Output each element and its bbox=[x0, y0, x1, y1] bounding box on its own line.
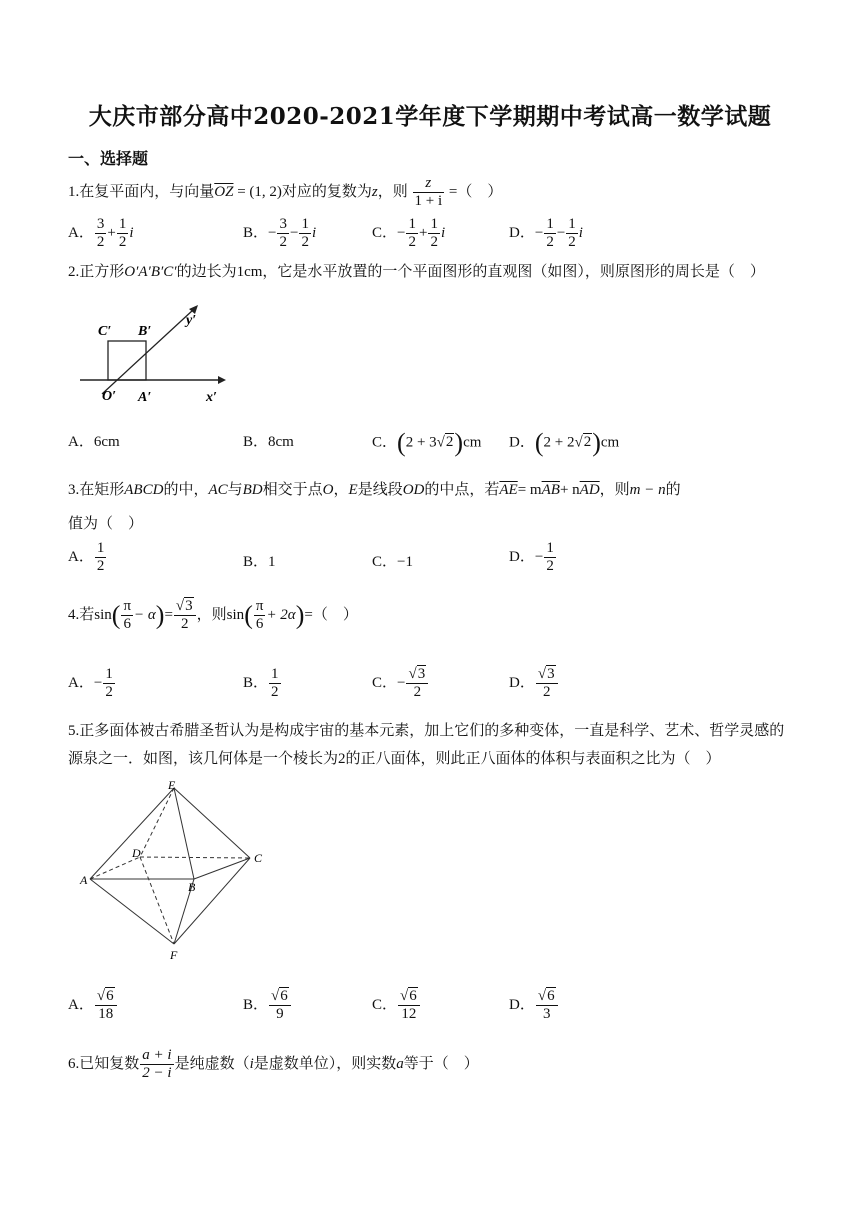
x-axis-arrow bbox=[218, 376, 226, 384]
section-title: 一、选择题 bbox=[68, 149, 149, 168]
square bbox=[108, 341, 146, 380]
q4-option-c[interactable]: C．− $\frac{√3}{2}$ bbox=[372, 666, 429, 701]
q1-option-c[interactable]: C．− $\frac{1}{2}$ + $\frac{1}{2}$ i bbox=[372, 216, 446, 250]
question-2-stem: 2.正方形O′A′B′C′的边长为1cm，它是水平放置的一个平面图形的直观图（如图），则原图形的周长是（ ） bbox=[68, 264, 765, 280]
q1-option-d[interactable]: D．− $\frac{1}{2}$ − $\frac{1}{2}$ i bbox=[509, 216, 583, 250]
question-5-stem-line1: 5.正多面体被古希腊圣哲认为是构成宇宙的基本元素，加上它们的多种变体，一直是科学、艺术、哲学灵感的 bbox=[68, 723, 785, 739]
fraction: $\frac{z}{1 + i}$ bbox=[414, 175, 443, 209]
q2-option-b[interactable]: B．8cm bbox=[243, 434, 294, 450]
q2-option-c[interactable]: C．(2 + 3√2)cm bbox=[372, 428, 482, 457]
label-y: y′ bbox=[186, 313, 197, 328]
q1-option-b[interactable]: B．− $\frac{3}{2}$ − $\frac{1}{2}$ i bbox=[243, 216, 317, 250]
label-c: C bbox=[254, 851, 263, 865]
page-title: 大庆市部分高中2020-2021学年度下学期期中考试高一数学试题 bbox=[88, 103, 772, 130]
label-f: F bbox=[170, 948, 178, 962]
octahedron-diagram bbox=[74, 776, 274, 966]
label-b: B bbox=[188, 880, 196, 894]
q1-option-a[interactable]: A． $\frac{3}{2}$ + $\frac{1}{2}$ i bbox=[68, 216, 134, 250]
question-3-stem: 3.在矩形ABCD的中，AC与BD相交于点O，E是线段OD的中点，若$\overline{AE}= m\overline{AB}+ n\overline{AD}$，则m − n的 bbox=[68, 482, 681, 498]
question-1-stem: 1.在复平面内，与向量$\overline{OZ} = (1$, 2)对应的复数为z，则 $\frac{z}{1 + i}$ =（ ） bbox=[68, 175, 503, 209]
q5-option-a[interactable]: A． $\frac{√6}{18}$ bbox=[68, 988, 118, 1023]
square-intuitive-diagram bbox=[68, 298, 238, 410]
label-e: E bbox=[168, 778, 176, 792]
label-a: A′ bbox=[138, 390, 152, 405]
q3-option-b[interactable]: B．1 bbox=[243, 554, 276, 570]
question-5-stem-line2: 源泉之一．如图，该几何体是一个棱长为2的正八面体，则此正八面体的体积与表面积之比为（ ） bbox=[68, 751, 721, 767]
label-o: O′ bbox=[102, 389, 117, 404]
question-4-stem: 4.若sin( $\frac{\pi}{6}$ − α)= $\frac{√3}{2}$ ，则sin( $\frac{\pi}{6}$ + 2α)=（ ） bbox=[68, 598, 358, 633]
label-d: D bbox=[132, 846, 141, 860]
label-b: B′ bbox=[138, 324, 152, 339]
q3-option-a[interactable]: A． $\frac{1}{2}$ bbox=[68, 540, 105, 574]
label-x: x′ bbox=[206, 390, 217, 405]
question-3-stem-line2: 值为（ ） bbox=[68, 516, 144, 532]
q5-option-b[interactable]: B． $\frac{√6}{9}$ bbox=[243, 988, 292, 1023]
q3-option-d[interactable]: D．− $\frac{1}{2}$ bbox=[509, 540, 554, 574]
q4-option-b[interactable]: B． $\frac{1}{2}$ bbox=[243, 666, 279, 700]
label-a: A bbox=[80, 873, 88, 887]
question-6-stem: 6.已知复数 $\frac{a + i}{2 - i}$ 是纯虚数（i是虚数单位），则实数a等于（ ） bbox=[68, 1047, 479, 1082]
q3-option-c[interactable]: C．−1 bbox=[372, 554, 413, 570]
q5-option-c[interactable]: C． $\frac{√6}{12}$ bbox=[372, 988, 421, 1023]
vector-oz: $\overline{OZ}$ bbox=[214, 183, 234, 200]
y-axis bbox=[102, 310, 193, 394]
label-c: C′ bbox=[98, 324, 112, 339]
q4-option-d[interactable]: D． $\frac{√3}{2}$ bbox=[509, 666, 559, 701]
q2-option-a[interactable]: A．6cm bbox=[68, 434, 120, 450]
q4-option-a[interactable]: A．− $\frac{1}{2}$ bbox=[68, 666, 113, 700]
q5-option-d[interactable]: D． $\frac{√6}{3}$ bbox=[509, 988, 559, 1023]
q2-option-d[interactable]: D．(2 + 2√2)cm bbox=[509, 428, 620, 457]
